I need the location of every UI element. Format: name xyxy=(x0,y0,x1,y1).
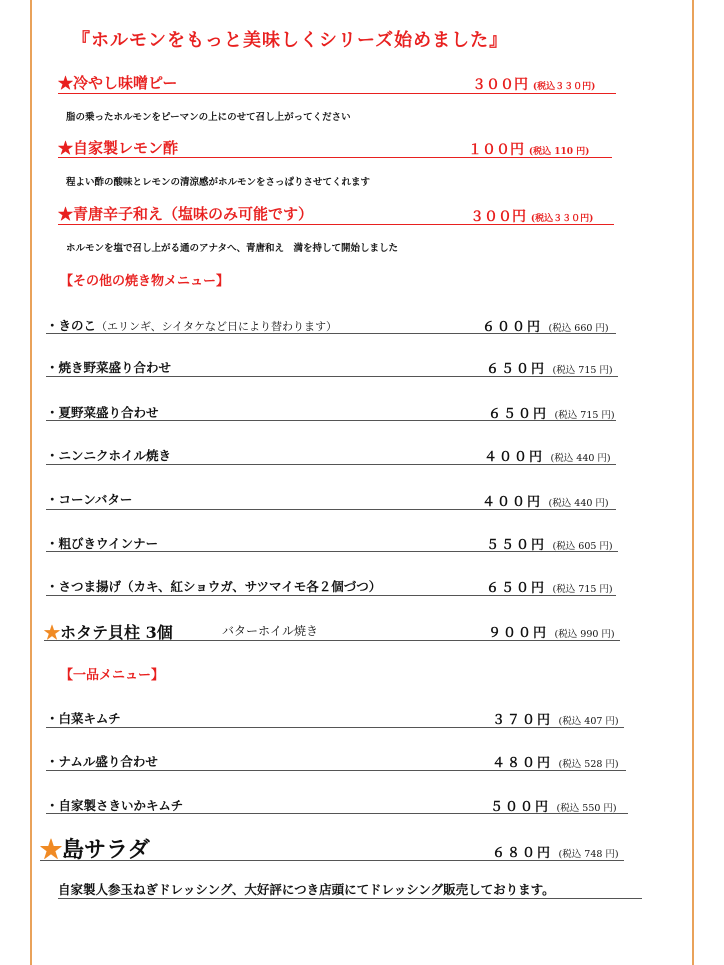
divider xyxy=(58,224,614,225)
divider xyxy=(46,376,618,377)
divider xyxy=(40,860,624,861)
special-item-name: ★冷やし味噌ピー xyxy=(58,74,178,92)
menu-item-price: ６５０円 (税込 715 円) xyxy=(488,407,615,422)
special-item-price: １００円 (税込 110 円) xyxy=(468,142,590,158)
star-icon: ★ xyxy=(40,837,63,863)
divider xyxy=(46,595,616,596)
special-item-price: ３００円 (税込３３０円) xyxy=(470,209,594,225)
star-icon: ★ xyxy=(58,74,74,92)
divider xyxy=(46,464,616,465)
menu-item-name: ・夏野菜盛り合わせ xyxy=(46,405,159,420)
menu-item-name-featured: ★ホタテ貝柱 3個 xyxy=(44,623,173,642)
menu-item-name: ・さつま揚げ（カキ、紅ショウガ、サツマイモ各２個づつ） xyxy=(46,579,382,594)
menu-item-name: ・焼き野菜盛り合わせ xyxy=(46,360,172,375)
menu-item-price: ６５０円 (税込 715 円) xyxy=(486,362,613,377)
divider xyxy=(58,157,612,158)
menu-item-price: ５５０円 (税込 605 円) xyxy=(486,538,613,553)
menu-item-name: ・コーンバター xyxy=(46,492,133,507)
star-icon: ★ xyxy=(58,205,74,223)
page-title: 『ホルモンをもっと美味しくシリーズ始めました』 xyxy=(72,30,509,51)
menu-item-subtitle: バターホイル焼き xyxy=(222,624,319,638)
divider xyxy=(46,727,624,728)
menu-item-name: ・きのこ（エリンギ、シイタケなど日により替わります） xyxy=(46,318,338,333)
divider xyxy=(44,640,620,641)
menu-item-price: ６５０円 (税込 715 円) xyxy=(486,581,613,596)
divider xyxy=(46,420,616,421)
divider xyxy=(46,509,616,510)
divider xyxy=(58,93,616,94)
star-icon: ★ xyxy=(44,623,61,642)
menu-item-name: ・自家製さきいかキムチ xyxy=(46,798,184,813)
special-item-description: 程よい酢の酸味とレモンの清涼感がホルモンをさっぱりさせてくれます xyxy=(66,177,371,188)
menu-item-price: ９００円 (税込 990 円) xyxy=(488,626,615,641)
menu-item-price: ５００円 (税込 550 円) xyxy=(490,800,617,815)
menu-item-name: ・ナムル盛り合わせ xyxy=(46,754,158,769)
divider xyxy=(46,770,626,771)
divider xyxy=(46,813,628,814)
menu-item-name: ・ニンニクホイル焼き xyxy=(46,448,172,463)
star-icon: ★ xyxy=(58,139,74,157)
menu-item-name: ・粗びきウインナー xyxy=(46,536,159,551)
menu-item-price: ４００円 (税込 440 円) xyxy=(482,495,609,510)
section-heading-ippin: 【一品メニュー】 xyxy=(60,668,165,683)
menu-item-price: ４００円 (税込 440 円) xyxy=(484,450,611,465)
menu-item-price: ４８０円 (税込 528 円) xyxy=(492,756,619,771)
divider xyxy=(58,898,642,899)
menu-item-price: ６８０円 (税込 748 円) xyxy=(492,846,619,861)
divider xyxy=(46,551,618,552)
footer-note: 自家製人参玉ねぎドレッシング、大好評につき店頭にてドレッシング販売しております。 xyxy=(58,882,555,897)
menu-item-price: ３７０円 (税込 407 円) xyxy=(492,713,619,728)
section-heading-grill: 【その他の焼き物メニュー】 xyxy=(60,274,230,289)
special-item-description: 脂の乗ったホルモンをピーマンの上にのせて召し上がってください xyxy=(66,112,351,123)
menu-item-price: ６００円 (税込 660 円) xyxy=(482,320,609,335)
special-item-name: ★青唐辛子和え（塩味のみ可能です） xyxy=(58,205,314,223)
special-item-price: ３００円 (税込３３０円) xyxy=(472,77,596,93)
menu-item-name: ・白菜キムチ xyxy=(46,711,121,726)
special-item-name: ★自家製レモン酢 xyxy=(58,139,179,157)
divider xyxy=(46,333,616,334)
special-item-description: ホルモンを塩で召し上がる通のアナタへ、青唐和え 満を持して開始しました xyxy=(66,243,399,254)
menu-item-name-featured: ★島サラダ xyxy=(40,837,150,863)
